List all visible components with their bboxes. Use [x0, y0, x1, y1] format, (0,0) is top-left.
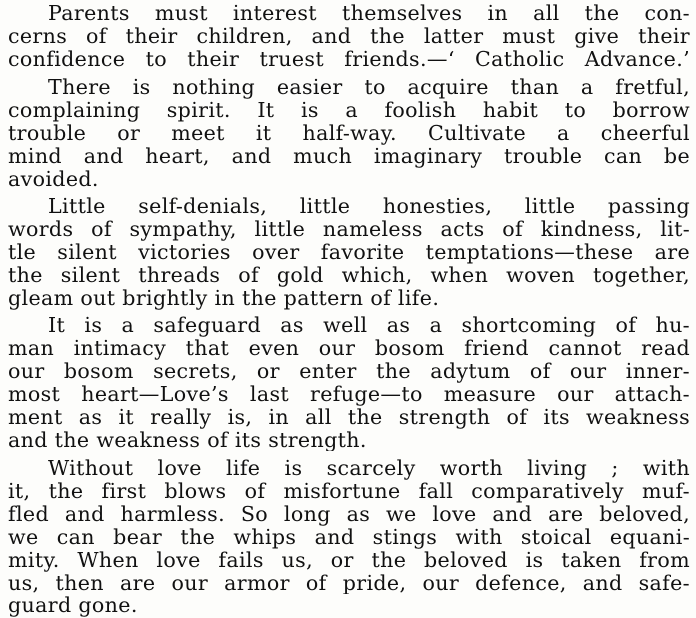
text-line: our bosom secrets, or enter the adytum of our inner- — [8, 359, 690, 383]
text-line: ment as it really is, in all the strength of its weakness — [8, 405, 690, 429]
text-line: words of sympathy, little nameless acts of kindness, lit- — [8, 217, 690, 241]
text-line: and the weakness of its strength. — [8, 428, 367, 452]
paragraph-parents — [8, 2, 690, 71]
text-line: us, then are our armor of pride, our defence, and safe- — [8, 571, 690, 595]
text-line: guard gone. — [8, 594, 138, 618]
text-line: cerns of their children, and the latter must give their — [8, 24, 690, 48]
text-line: Without love life is scarcely worth living ; with — [48, 457, 690, 480]
text-line: we can bear the whips and stings with stoical equani- — [8, 525, 690, 549]
paragraph-fretful-spirit — [8, 76, 690, 191]
paragraph-little-things — [8, 195, 690, 310]
text-line: tle silent victories over favorite temptations—these are — [8, 240, 690, 264]
text-line: complaining spirit. It is a foolish habit to borrow — [8, 98, 690, 122]
text-line: it, the first blows of misfortune fall comparatively muf- — [8, 479, 690, 503]
text-line: fled and harmless. So long as we love and are beloved, — [8, 502, 690, 526]
paragraph-human-intimacy — [8, 314, 690, 451]
paragraph-love — [8, 457, 690, 617]
text-line: Little self-denials, little honesties, little passing — [48, 195, 690, 218]
text-line: the silent threads of gold which, when woven together, — [8, 263, 690, 287]
text-line: confidence to their truest friends.—‘ Catholic Advance.’ — [8, 47, 690, 71]
text-line: mind and heart, and much imaginary trouble can be — [8, 144, 690, 168]
text-line: mity. When love fails us, or the beloved is taken from — [8, 548, 690, 572]
text-line: It is a safeguard as well as a shortcoming of hu- — [48, 314, 690, 337]
text-line: most heart—Love’s last refuge—to measure our attach- — [8, 382, 690, 406]
text-line: gleam out brightly in the pattern of life. — [8, 286, 440, 310]
text-line: avoided. — [8, 167, 99, 191]
text-line: There is nothing easier to acquire than a fretful, — [48, 76, 690, 99]
text-line: Parents must interest themselves in all the con- — [48, 2, 690, 25]
text-line: trouble or meet it half-way. Cultivate a cheerful — [8, 121, 690, 145]
text-line: man intimacy that even our bosom friend cannot read — [8, 336, 690, 360]
